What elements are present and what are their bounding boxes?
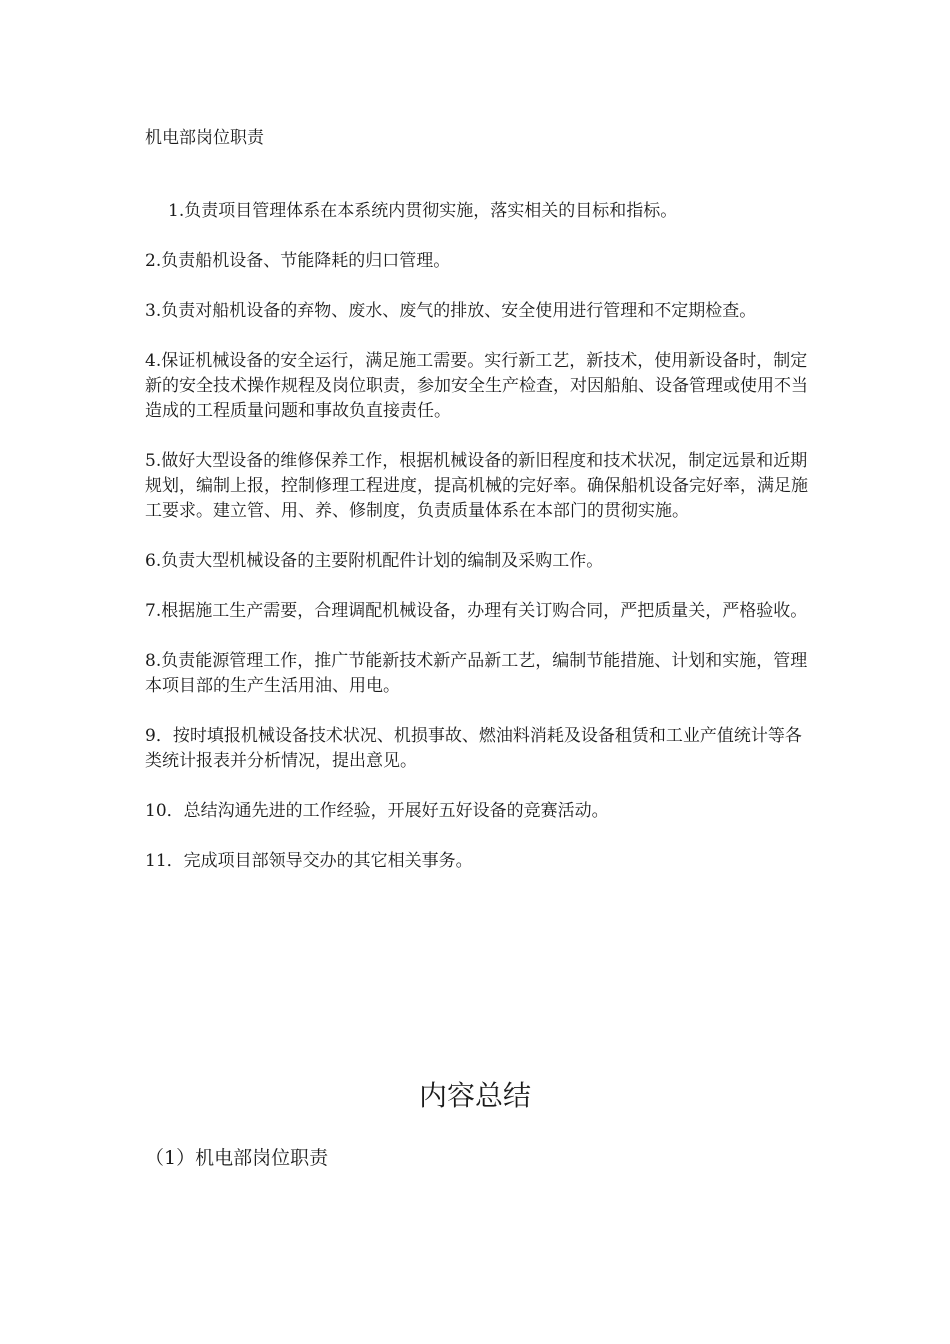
duty-item: 10．总结沟通先进的工作经验，开展好五好设备的竞赛活动。 <box>145 801 609 821</box>
duty-item: 5.做好大型设备的维修保养工作，根据机械设备的新旧程度和技术状况，制定远景和近期规划，编制上报，控制修理工程进度，提高机械的完好率。确保船机设备完好率，满足施工要求。建立管、用、养、修制度，负责质量体系在本部门的贯彻实施。 <box>145 451 808 521</box>
duty-item: 7.根据施工生产需要，合理调配机械设备，办理有关订购合同，严把质量关，严格验收。 <box>145 601 808 621</box>
duty-item: 8.负责能源管理工作，推广节能新技术新产品新工艺，编制节能措施、计划和实施，管理本项目部的生产生活用油、用电。 <box>145 651 808 696</box>
duty-item: 6.负责大型机械设备的主要附机配件计划的编制及采购工作。 <box>145 551 604 571</box>
duty-item: 11．完成项目部领导交办的其它相关事务。 <box>145 851 473 871</box>
document-title: 机电部岗位职责 <box>145 128 264 148</box>
duty-item: 9．按时填报机械设备技术状况、机损事故、燃油料消耗及设备租赁和工业产值统计等各类统计报表并分析情况，提出意见。 <box>145 726 802 771</box>
duty-item: 3.负责对船机设备的弃物、废水、废气的排放、安全使用进行管理和不定期检查。 <box>145 301 757 321</box>
duty-item: 2.负责船机设备、节能降耗的归口管理。 <box>145 251 451 271</box>
summary-item: （1）机电部岗位职责 <box>145 1147 329 1169</box>
summary-heading: 内容总结 <box>418 1079 531 1112</box>
duty-item: 1.负责项目管理体系在本系统内贯彻实施，落实相关的目标和指标。 <box>168 201 678 221</box>
duty-list <box>145 199 810 899</box>
duty-item: 4.保证机械设备的安全运行，满足施工需要。实行新工艺，新技术，使用新设备时，制定新的安全技术操作规程及岗位职责，参加安全生产检查，对因船舶、设备管理或使用不当造成的工程质量问题和事故负直接责任。 <box>145 351 808 421</box>
